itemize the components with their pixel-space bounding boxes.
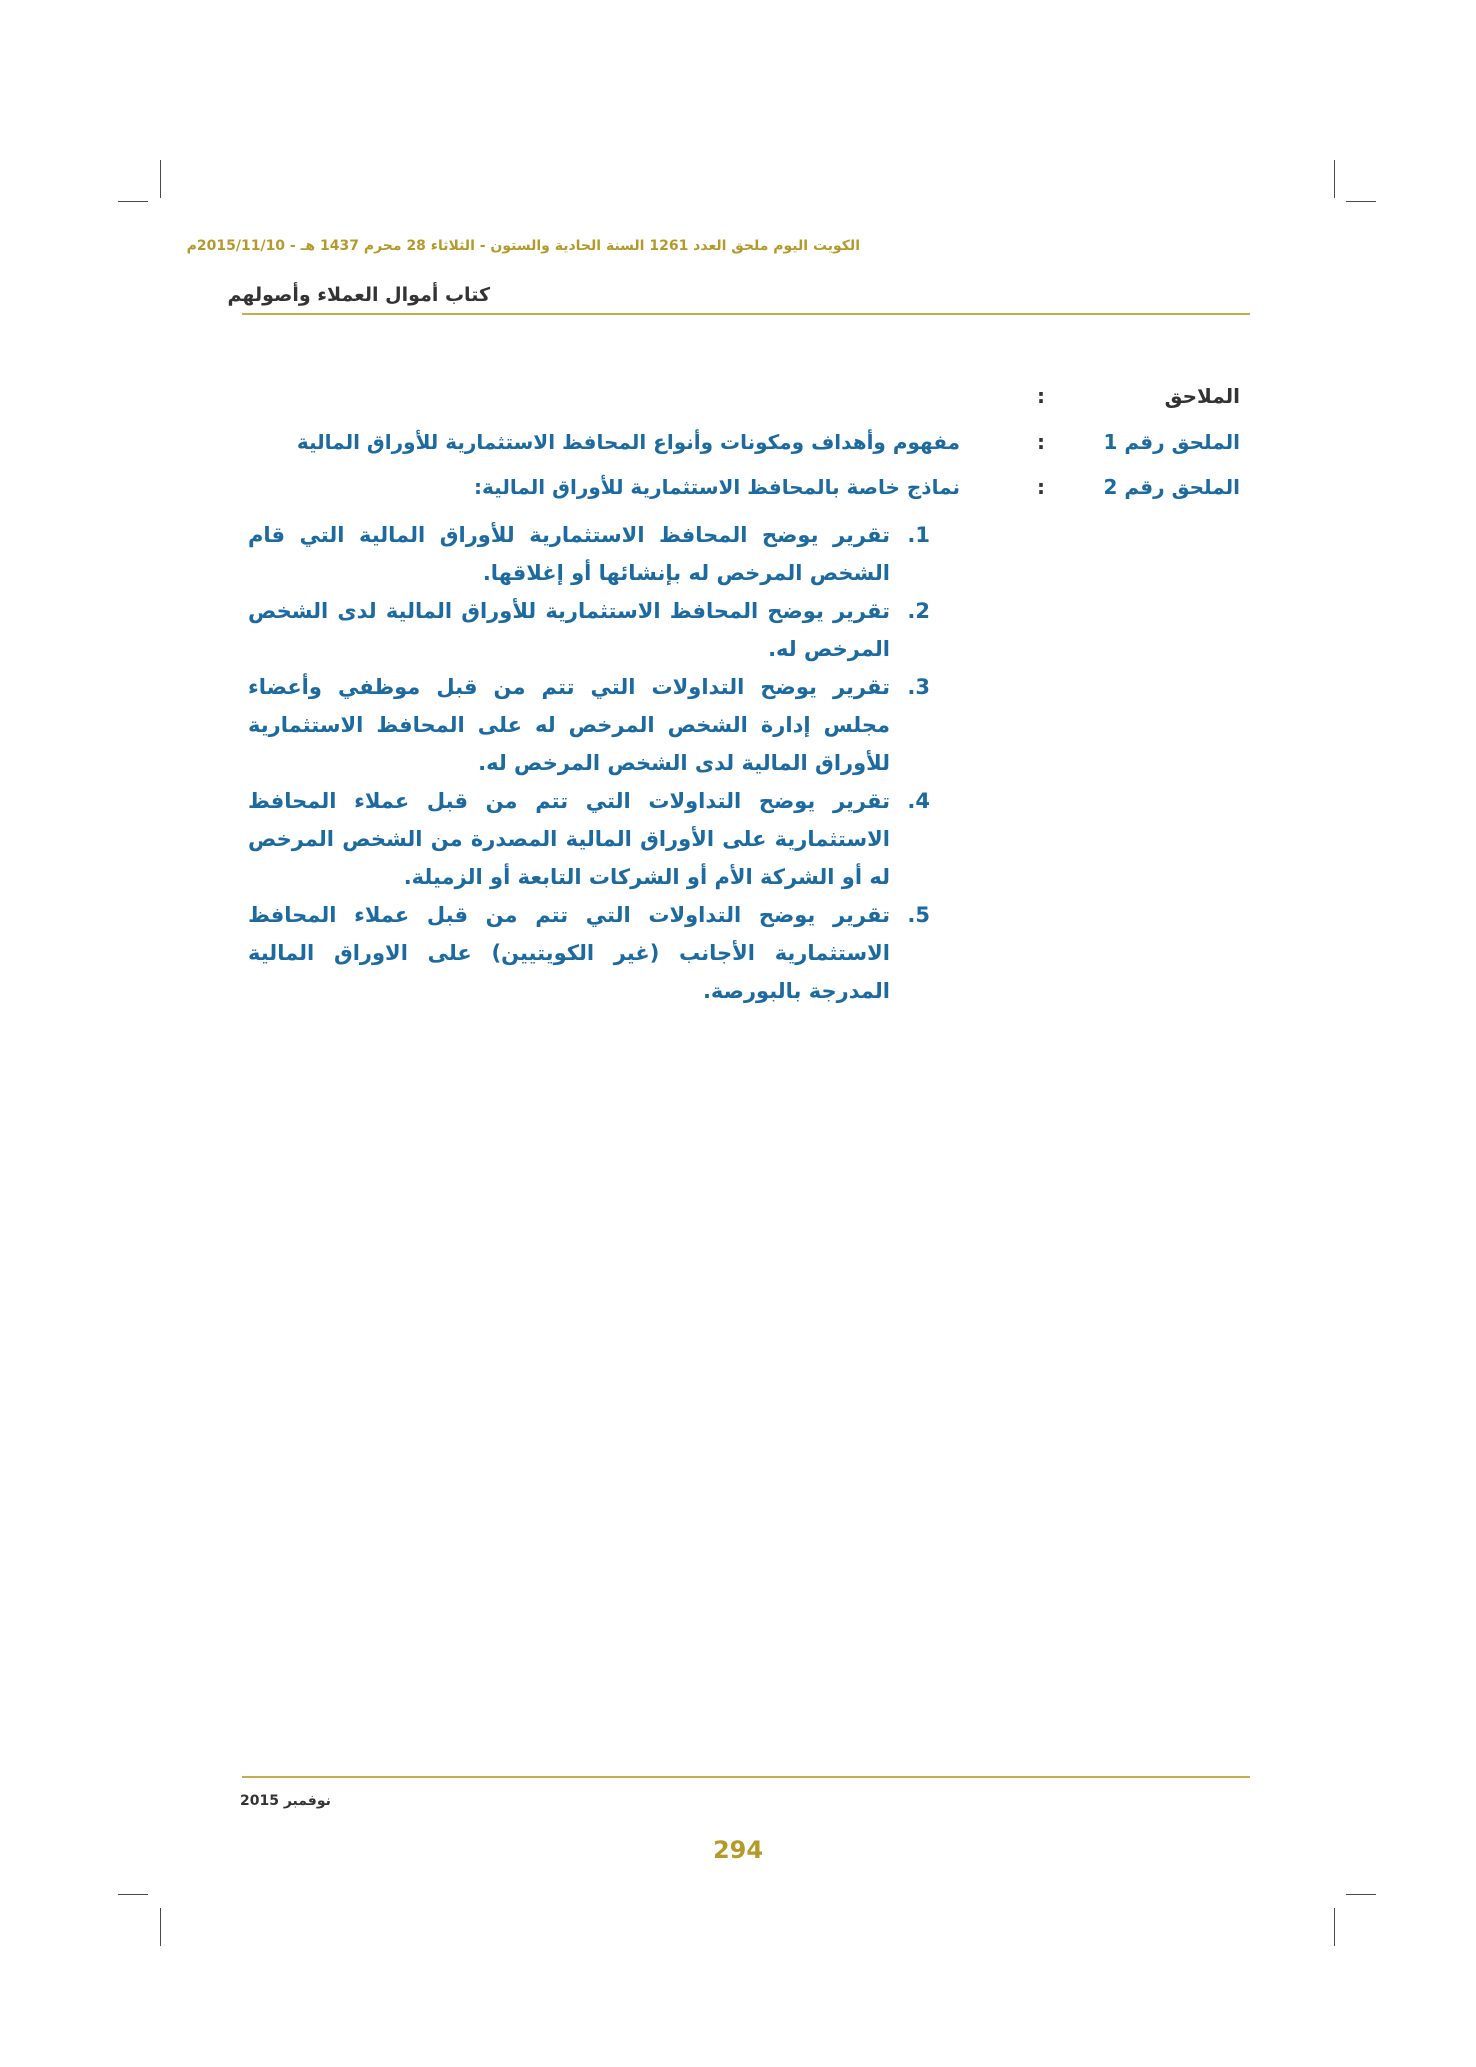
annex-colon: : (1037, 430, 1045, 454)
list-item (248, 668, 930, 782)
annex-label: الملحق رقم 1 (1103, 430, 1240, 454)
item-number: 3. (907, 675, 930, 699)
item-text: تقرير يوضح المحافظ الاستثمارية للأوراق المالية لدى الشخص المرخص له. (248, 599, 890, 661)
crop-mark (160, 1908, 161, 1946)
list-item (248, 592, 930, 668)
crop-mark (1346, 201, 1376, 202)
crop-mark (1346, 1894, 1376, 1895)
annexes-heading: الملاحق (1164, 384, 1240, 408)
item-text: تقرير يوضح التداولات التي تتم من قبل موظفي وأعضاء مجلس إدارة الشخص المرخص له على المحافظ الاستثمارية للأوراق المالية لدى الشخص المرخص له. (248, 675, 890, 775)
footer-date: نوفمبر 2015 (240, 1793, 331, 1809)
item-number: 1. (907, 523, 930, 547)
item-text: تقرير يوضح التداولات التي تتم من قبل عملاء المحافظ الاستثمارية على الأوراق المالية المصدرة من الشخص المرخص له أو الشركة الأم أو الشركات التابعة أو الزميلة. (248, 789, 890, 889)
annex-heading-row (320, 384, 1240, 418)
crop-mark (160, 160, 161, 198)
annex-description: نماذج خاصة بالمحافظ الاستثمارية للأوراق المالية: (474, 475, 960, 499)
footer-rule (242, 1776, 1250, 1778)
item-number: 5. (907, 903, 930, 927)
book-title: كتاب أموال العملاء وأصولهم (227, 284, 490, 306)
crop-mark (1334, 160, 1335, 198)
annex-row-1 (296, 430, 1240, 464)
annex-description: مفهوم وأهداف ومكونات وأنواع المحافظ الاستثمارية للأوراق المالية (296, 430, 960, 454)
annex-row-2 (320, 475, 1240, 509)
crop-mark (118, 1894, 148, 1895)
report-list (248, 516, 930, 1010)
page-number: 294 (712, 1836, 764, 1864)
item-text: تقرير يوضح التداولات التي تتم من قبل عملاء المحافظ الاستثمارية الأجانب (غير الكويتيين) على الاوراق المالية المدرجة بالبورصة. (248, 903, 890, 1003)
annex-label: الملحق رقم 2 (1103, 475, 1240, 499)
item-text: تقرير يوضح المحافظ الاستثمارية للأوراق المالية التي قام الشخص المرخص له بإنشائها أو إغلاقها. (248, 523, 890, 585)
annex-colon: : (1037, 384, 1045, 408)
annex-colon: : (1037, 475, 1045, 499)
header-rule (242, 313, 1250, 315)
item-number: 4. (907, 789, 930, 813)
crop-mark (118, 201, 148, 202)
list-item (248, 896, 930, 1010)
list-item (248, 516, 930, 592)
list-item (248, 782, 930, 896)
crop-mark (1334, 1908, 1335, 1946)
gazette-reference: الكويت اليوم ملحق العدد 1261 السنة الحادية والستون - الثلاثاء 28 محرم 1437 هـ - 2015/11/10م (186, 238, 860, 254)
item-number: 2. (907, 599, 930, 623)
